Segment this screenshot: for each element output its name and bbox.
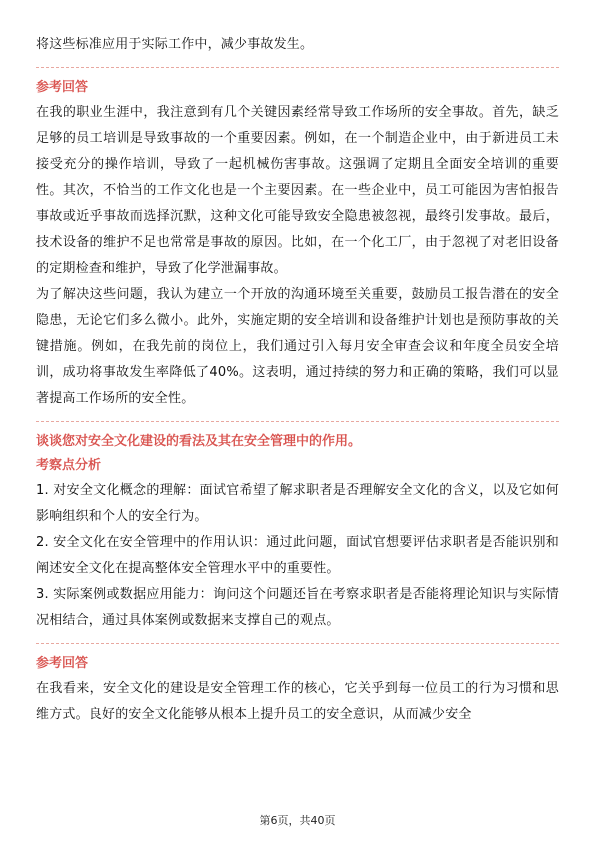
- question-title: 谈谈您对安全文化建设的看法及其在安全管理中的作用。: [36, 434, 362, 449]
- page-content: [36, 32, 559, 728]
- reference-answer-heading-2: 参考回答: [36, 656, 89, 671]
- answer-paragraph-1: 在我的职业生涯中，我注意到有几个关键因素经常导致工作场所的安全事故。首先，缺乏足够的员工培训是导致事故的一个重要因素。例如，在一个制造企业中，由于新进员工未接受充分的操作培训，导致了一起机械伤害事故。这强调了定期且全面安全培训的重要性。其次，不恰当的工作文化也是一个主要因素。在一些企业中，员工可能因为害怕报告事故或近乎事故而选择沉默，这种文化可能导致安全隐患被忽视，最终引发事故。最后，技术设备的维护不足也常常是事故的原因。比如，在一个化工厂，由于忽视了对老旧设备的定期检查和维护，导致了化学泄漏事故。: [36, 105, 559, 276]
- top-paragraph: 将这些标准应用于实际工作中，减少事故发生。: [36, 37, 314, 52]
- divider: [36, 643, 559, 644]
- page-number: 第6页，共40页: [259, 814, 336, 827]
- analysis-item-3: 3. 实际案例或数据应用能力：询问这个问题还旨在考察求职者是否能将理论知识与实际情况相结合，通过具体案例或数据来支撑自己的观点。: [36, 587, 559, 628]
- analysis-item-2: 2. 安全文化在安全管理中的作用认识：通过此问题，面试官想要评估求职者是否能识别和阐述安全文化在提高整体安全管理水平中的重要性。: [36, 535, 559, 576]
- divider: [36, 421, 559, 422]
- analysis-heading: 考察点分析: [36, 458, 102, 473]
- analysis-item-1: 1. 对安全文化概念的理解：面试官希望了解求职者是否理解安全文化的含义，以及它如何影响组织和个人的安全行为。: [36, 483, 559, 524]
- answer-paragraph-3: 在我看来，安全文化的建设是安全管理工作的核心，它关乎到每一位员工的行为习惯和思维方式。良好的安全文化能够从根本上提升员工的安全意识，从而减少安全: [36, 681, 559, 722]
- divider: [36, 67, 559, 68]
- reference-answer-heading-1: 参考回答: [36, 80, 89, 95]
- answer-paragraph-2: 为了解决这些问题，我认为建立一个开放的沟通环境至关重要，鼓励员工报告潜在的安全隐患，无论它们多么微小。此外，实施定期的安全培训和设备维护计划也是预防事故的关键措施。例如，在我先前的岗位上，我们通过引入每月安全审查会议和年度全员安全培训，成功将事故发生率降低了40%。这表明，通过持续的努力和正确的策略，我们可以显著提高工作场所的安全性。: [36, 287, 559, 406]
